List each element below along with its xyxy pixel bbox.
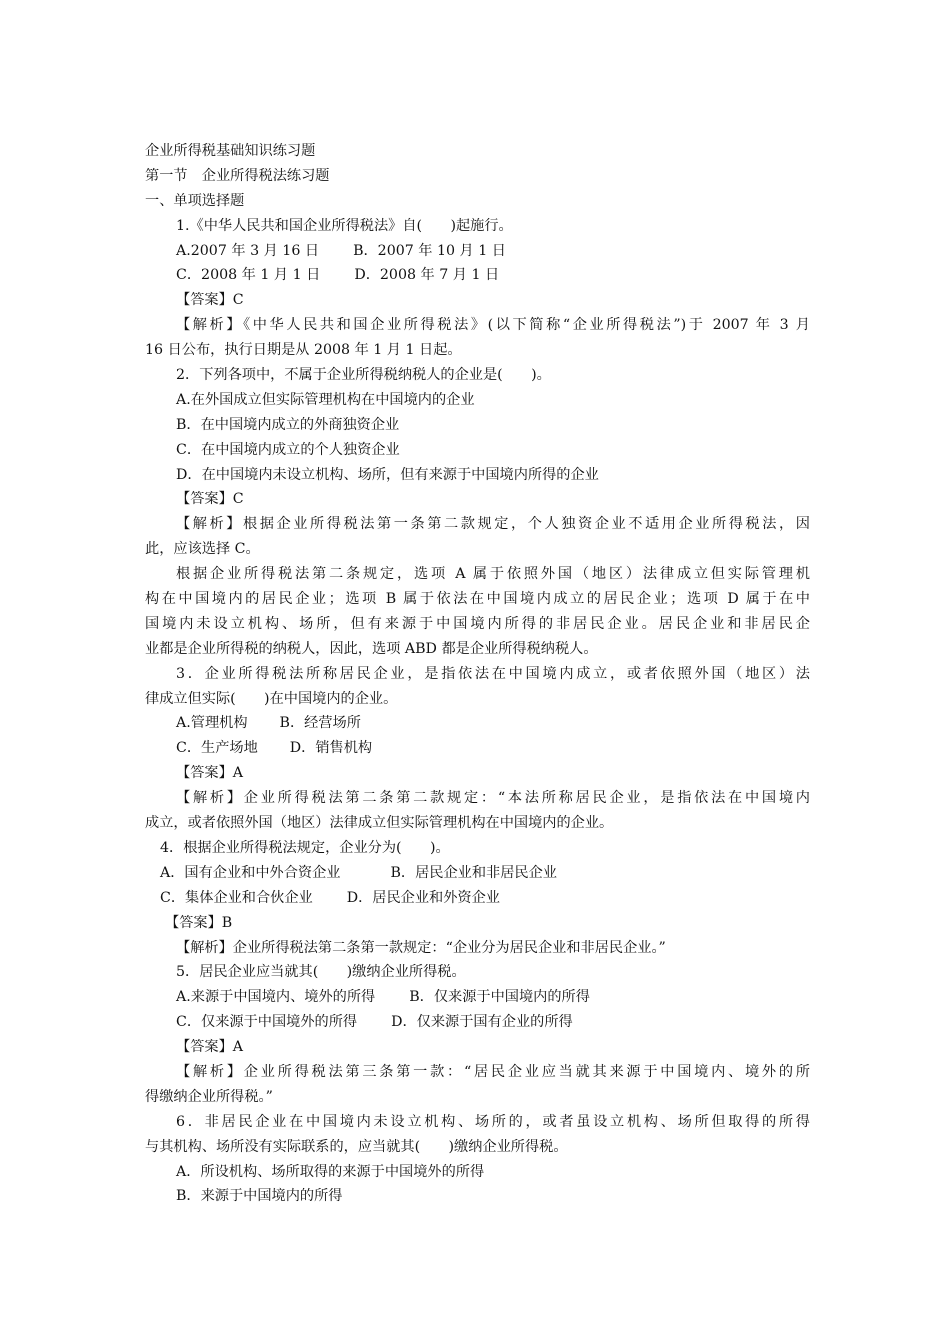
q5-options-cd <box>145 1010 810 1035</box>
q3-options-ab <box>145 711 810 736</box>
question-5: 5．居民企业应当就其( )缴纳企业所得税。 <box>176 964 466 981</box>
q4-option-a: A．国有企业和中外合资企业 <box>160 864 341 881</box>
q1-options-ab <box>145 239 810 264</box>
q4-option-d: D．居民企业和外资企业 <box>346 889 500 906</box>
q2-answer: 【答案】C <box>176 491 244 508</box>
question-4: 4．根据企业所得税法规定，企业分为( )。 <box>160 839 450 856</box>
q2-explanation-line: 【解析】根据企业所得税法第一条第二款规定，个人独资企业不适用企业所得税法，因 <box>176 516 810 533</box>
document-body <box>145 139 810 1209</box>
question-3: 3．企业所得税法所称居民企业，是指依法在中国境内成立，或者依照外国（地区）法 <box>176 665 810 682</box>
q5-option-b: B．仅来源于中国境内的所得 <box>409 989 590 1006</box>
q1-explanation-line: 【解析】《中华人民共和国企业所得税法》(以下简称“企业所得税法”)于 2007 年 3 月 <box>176 317 810 334</box>
q1-option-c: C．2008 年 1 月 1 日 <box>176 267 321 284</box>
q6-option-a: A．所设机构、场所取得的来源于中国境外的所得 <box>176 1163 485 1180</box>
q2-explanation-line: 国境内未设立机构、场所，但有来源于中国境内所得的非居民企业。居民企业和非居民企 <box>145 615 810 632</box>
question-3-cont: 律成立但实际( )在中国境内的企业。 <box>145 690 398 707</box>
q3-options-cd <box>145 736 810 761</box>
document-title: 企业所得税基础知识练习题 <box>145 143 316 159</box>
q5-explanation-line: 得缴纳企业所得税。” <box>145 1088 273 1105</box>
q4-option-c: C．集体企业和合伙企业 <box>160 889 313 906</box>
section-heading: 第一节 企业所得税法练习题 <box>145 167 330 184</box>
q1-answer: 【答案】C <box>176 292 244 309</box>
q3-explanation-line: 【解析】企业所得税法第二条第二款规定：“本法所称居民企业，是指依法在中国境内 <box>176 790 810 807</box>
q4-answer: 【答案】B <box>165 914 233 931</box>
q1-option-a: A.2007 年 3 月 16 日 <box>176 242 320 259</box>
q3-answer: 【答案】A <box>176 765 243 782</box>
q2-option-a: A.在外国成立但实际管理机构在中国境内的企业 <box>176 391 475 408</box>
q4-options-ab <box>145 861 810 886</box>
q1-option-b: B．2007 年 10 月 1 日 <box>353 242 506 259</box>
q5-option-c: C．仅来源于中国境外的所得 <box>176 1014 358 1031</box>
q2-explanation-line: 此，应该选择 C。 <box>145 541 260 558</box>
q3-option-b: B．经营场所 <box>279 715 361 732</box>
question-2: 2．下列各项中，不属于企业所得税纳税人的企业是( )。 <box>176 367 551 384</box>
q5-option-a: A.来源于中国境内、境外的所得 <box>176 989 376 1006</box>
q1-option-d: D．2008 年 7 月 1 日 <box>354 267 500 284</box>
part-heading: 一、单项选择题 <box>145 192 245 209</box>
q2-explanation-line: 业都是企业所得税的纳税人，因此，选项 ABD 都是企业所得税纳税人。 <box>145 640 598 657</box>
q2-explanation-line: 根据企业所得税法第二条规定，选项 A 属于依照外国（地区）法律成立但实际管理机 <box>176 566 810 583</box>
q4-option-b: B．居民企业和非居民企业 <box>390 864 557 881</box>
question-6-cont: 与其机构、场所没有实际联系的，应当就其( )缴纳企业所得税。 <box>145 1138 568 1155</box>
q2-option-b: B．在中国境内成立的外商独资企业 <box>176 416 400 433</box>
q3-option-c: C．生产场地 <box>176 740 258 757</box>
q6-option-b: B．来源于中国境内的所得 <box>176 1188 343 1205</box>
q2-option-c: C．在中国境内成立的个人独资企业 <box>176 441 400 458</box>
question-6: 6．非居民企业在中国境内未设立机构、场所的，或者虽设立机构、场所但取得的所得 <box>176 1113 810 1130</box>
q5-option-d: D．仅来源于国有企业的所得 <box>391 1014 573 1031</box>
q3-option-d: D．销售机构 <box>289 740 373 757</box>
q5-options-ab <box>145 985 810 1010</box>
q1-options-cd <box>145 263 810 288</box>
q2-option-d: D．在中国境内未设立机构、场所，但有来源于中国境内所得的企业 <box>176 466 599 483</box>
q4-options-cd <box>145 886 810 911</box>
q5-answer: 【答案】A <box>176 1039 243 1056</box>
q3-explanation-line: 成立，或者依照外国（地区）法律成立但实际管理机构在中国境内的企业。 <box>145 815 614 832</box>
question-1: 1.《中华人民共和国企业所得税法》自( )起施行。 <box>176 217 513 234</box>
q3-option-a: A.管理机构 <box>176 715 248 732</box>
q5-explanation-line: 【解析】企业所得税法第三条第一款：“居民企业应当就其来源于中国境内、境外的所 <box>176 1063 810 1080</box>
q4-explanation: 【解析】企业所得税法第二条第一款规定：“企业分为居民企业和非居民企业。” <box>176 939 666 956</box>
q1-explanation-line: 16 日公布，执行日期是从 2008 年 1 月 1 日起。 <box>145 342 462 359</box>
q2-explanation-line: 构在中国境内的居民企业；选项 B 属于依法在中国境内成立的居民企业；选项 D 属于在中 <box>145 591 810 608</box>
